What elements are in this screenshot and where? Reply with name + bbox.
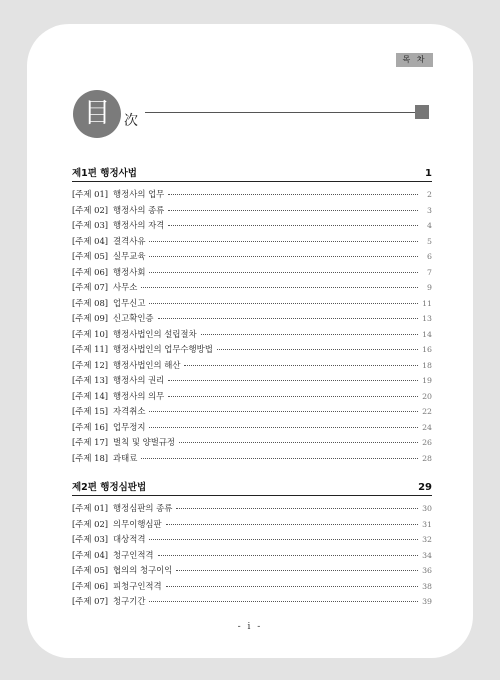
toc-entry-label xyxy=(72,343,213,355)
toc-entry-title: 실무교육 xyxy=(113,251,146,261)
toc-entry-number: [주제 05] xyxy=(72,565,109,575)
toc-entry[interactable] xyxy=(72,549,432,565)
part-heading xyxy=(72,165,432,182)
toc-entry-title: 청구인적격 xyxy=(113,549,154,560)
toc-entry-page: 18 xyxy=(422,360,432,370)
part-1 xyxy=(72,165,432,467)
part-title: 제1편 행정사법 xyxy=(72,168,137,179)
leader-dots xyxy=(149,303,418,304)
toc-entry[interactable] xyxy=(72,580,432,596)
toc-entry-page: 34 xyxy=(422,550,432,560)
toc-logo-sub: 次 xyxy=(124,113,138,129)
toc-logo: 目 xyxy=(73,90,121,138)
toc-entry[interactable] xyxy=(72,188,432,204)
toc-entry-number: [주제 01] xyxy=(72,189,109,199)
toc-entry-number: [주제 02] xyxy=(72,518,109,529)
leader-dots xyxy=(166,586,418,587)
toc-entry[interactable] xyxy=(72,343,432,359)
toc-entry-label xyxy=(72,502,172,514)
toc-entry-title: 과태료 xyxy=(113,452,138,463)
toc-entry-label xyxy=(72,518,162,530)
toc-entry-page: 28 xyxy=(422,453,432,463)
toc-entry-label xyxy=(72,452,137,464)
toc-entry-label xyxy=(72,188,164,200)
toc-entry-number: [주제 03] xyxy=(72,220,109,230)
leader-dots xyxy=(141,458,418,459)
part-heading xyxy=(72,479,432,496)
leader-dots xyxy=(176,570,418,571)
toc-entry-page: 16 xyxy=(422,345,432,354)
toc-entry-label xyxy=(72,374,164,386)
toc-entry-title: 피청구인적격 xyxy=(113,580,162,591)
toc-entry-page: 3 xyxy=(427,205,432,215)
leader-dots xyxy=(149,256,418,257)
leader-dots xyxy=(168,380,418,381)
toc-entry-title: 행정사의 업무 xyxy=(113,189,165,199)
toc-entry[interactable] xyxy=(72,502,432,518)
toc-entry-label xyxy=(72,595,145,607)
toc-entry-page: 30 xyxy=(422,504,432,513)
toc-entry-page: 11 xyxy=(422,298,432,308)
toc-entry[interactable] xyxy=(72,390,432,406)
part-entries xyxy=(72,188,432,467)
toc-entry[interactable] xyxy=(72,312,432,328)
leader-dots xyxy=(166,524,418,525)
toc-entry-title: 행정사회 xyxy=(113,266,146,277)
toc-entry-title: 청구기간 xyxy=(113,596,146,606)
leader-dots xyxy=(168,210,418,211)
toc-entry-number: [주제 07] xyxy=(72,282,109,292)
page-number: - i - xyxy=(237,622,263,632)
toc-entry-number: [주제 06] xyxy=(72,266,109,277)
toc-entry-label xyxy=(72,328,197,340)
toc-entry-page: 31 xyxy=(422,519,432,529)
toc-entry-number: [주제 07] xyxy=(72,596,109,606)
toc-entry[interactable] xyxy=(72,405,432,421)
toc-entry-title: 행정사의 종류 xyxy=(113,204,165,215)
toc-entry[interactable] xyxy=(72,266,432,282)
toc-entry-page: 22 xyxy=(422,407,432,416)
toc-entry-label xyxy=(72,204,164,216)
part-title: 제2편 행정심판법 xyxy=(72,482,147,493)
toc-entry-page: 26 xyxy=(422,438,432,447)
toc-entry-label xyxy=(72,580,162,592)
toc-entry-title: 벌칙 및 양벌규정 xyxy=(113,437,176,447)
leader-dots xyxy=(201,334,418,335)
toc-entry-page: 39 xyxy=(422,597,432,606)
toc-entry[interactable] xyxy=(72,250,432,266)
toc-entry[interactable] xyxy=(72,297,432,313)
toc-entry-number: [주제 14] xyxy=(72,390,109,401)
toc-entry-label xyxy=(72,421,145,433)
toc-entry[interactable] xyxy=(72,359,432,375)
toc-entry-page: 6 xyxy=(427,252,432,261)
toc-entry-page: 20 xyxy=(422,391,432,401)
toc-entry-number: [주제 02] xyxy=(72,204,109,215)
toc-entry[interactable] xyxy=(72,328,432,344)
toc-entry-page: 9 xyxy=(427,283,432,292)
part-2 xyxy=(72,479,432,611)
toc-entry-title: 행정사법인의 설립절차 xyxy=(113,328,197,339)
leader-dots xyxy=(168,225,418,226)
toc-entry[interactable] xyxy=(72,204,432,220)
leader-dots xyxy=(149,241,418,242)
toc-entry-label xyxy=(72,549,154,561)
leader-dots xyxy=(168,194,418,195)
toc-entry[interactable] xyxy=(72,421,432,437)
toc-entry-label xyxy=(72,533,145,545)
toc-entry-page: 38 xyxy=(422,581,432,591)
toc-entry[interactable] xyxy=(72,564,432,580)
toc-entry-label xyxy=(72,219,164,231)
toc-entry-title: 행정사법인의 업무수행방법 xyxy=(113,344,213,354)
toc-entry-title: 자격취소 xyxy=(113,406,146,416)
toc-entry-label xyxy=(72,312,154,324)
toc-entry-number: [주제 08] xyxy=(72,297,109,308)
leader-dots xyxy=(168,396,418,397)
part-page: 29 xyxy=(418,482,432,493)
toc-entry-title: 행정사법인의 해산 xyxy=(113,359,181,370)
leader-dots xyxy=(141,287,418,288)
leader-dots xyxy=(149,427,418,428)
leader-dots xyxy=(149,272,418,273)
leader-dots xyxy=(179,442,418,443)
toc-entry[interactable] xyxy=(72,281,432,297)
toc-entry-title: 의무이행심판 xyxy=(113,518,162,529)
toc-entry-label xyxy=(72,359,180,371)
toc-entry[interactable] xyxy=(72,219,432,235)
header-rule-square xyxy=(415,105,429,119)
part-page: 1 xyxy=(425,168,432,179)
toc-entry-title: 대상적격 xyxy=(113,534,146,544)
section-tab: 목 차 xyxy=(396,53,433,67)
toc-entry-label xyxy=(72,281,137,293)
leader-dots xyxy=(149,601,418,602)
toc-entry-label xyxy=(72,436,175,448)
toc-entry-number: [주제 06] xyxy=(72,580,109,591)
toc-entry-page: 13 xyxy=(422,314,432,323)
toc-entry-label xyxy=(72,390,164,402)
toc-entry-number: [주제 12] xyxy=(72,359,109,370)
toc-entry-title: 결격사유 xyxy=(113,235,146,246)
leader-dots xyxy=(149,411,418,412)
toc-entry-page: 4 xyxy=(427,221,432,230)
toc-entry[interactable] xyxy=(72,436,432,452)
toc-entry-number: [주제 11] xyxy=(72,344,109,354)
toc-entry[interactable] xyxy=(72,533,432,549)
toc-entry-page: 36 xyxy=(422,566,432,575)
toc-entry-title: 행정사의 권리 xyxy=(113,375,165,385)
toc-entry-label xyxy=(72,235,145,247)
toc-entry-title: 신고확인증 xyxy=(113,313,154,323)
toc-entry[interactable] xyxy=(72,452,432,468)
toc-entry-number: [주제 04] xyxy=(72,235,109,246)
toc-entry-number: [주제 17] xyxy=(72,437,109,447)
toc-entry-page: 24 xyxy=(422,422,432,432)
leader-dots xyxy=(158,318,419,319)
toc-entry-page: 14 xyxy=(422,329,432,339)
toc-entry-number: [주제 18] xyxy=(72,452,109,463)
toc-entry-page: 7 xyxy=(427,267,432,277)
toc-entry-title: 행정심판의 종류 xyxy=(113,503,173,513)
toc-entry-title: 업무정지 xyxy=(113,421,146,432)
toc-entry-number: [주제 16] xyxy=(72,421,109,432)
toc-entry-page: 32 xyxy=(422,535,432,544)
toc-entry-number: [주제 04] xyxy=(72,549,109,560)
toc-entry[interactable] xyxy=(72,595,432,611)
toc-entry-number: [주제 01] xyxy=(72,503,109,513)
toc-entry-label xyxy=(72,266,145,278)
toc-entry-label xyxy=(72,250,145,262)
toc-entry-number: [주제 05] xyxy=(72,251,109,261)
toc-entry-title: 협의의 청구이익 xyxy=(113,565,173,575)
toc-entry-title: 행정사의 자격 xyxy=(113,220,165,230)
leader-dots xyxy=(149,539,418,540)
leader-dots xyxy=(158,555,419,556)
toc-entry[interactable] xyxy=(72,518,432,534)
toc-entry-number: [주제 15] xyxy=(72,406,109,416)
toc-entry-page: 19 xyxy=(422,376,432,385)
toc-entry[interactable] xyxy=(72,235,432,251)
header-rule xyxy=(145,112,415,113)
toc-entry-number: [주제 09] xyxy=(72,313,109,323)
toc-entry-title: 업무신고 xyxy=(113,297,146,308)
part-entries xyxy=(72,502,432,611)
leader-dots xyxy=(176,508,418,509)
toc-entry-title: 행정사의 의무 xyxy=(113,390,165,401)
toc-entry-page: 2 xyxy=(427,190,432,199)
toc-entry-label xyxy=(72,297,145,309)
toc-entry-number: [주제 03] xyxy=(72,534,109,544)
leader-dots xyxy=(184,365,418,366)
toc-entry[interactable] xyxy=(72,374,432,390)
toc-entry-number: [주제 10] xyxy=(72,328,109,339)
toc-entry-label xyxy=(72,564,172,576)
toc-entry-page: 5 xyxy=(427,236,432,246)
leader-dots xyxy=(217,349,418,350)
toc-entry-label xyxy=(72,405,145,417)
toc-entry-number: [주제 13] xyxy=(72,375,109,385)
toc-entry-title: 사무소 xyxy=(113,282,138,292)
